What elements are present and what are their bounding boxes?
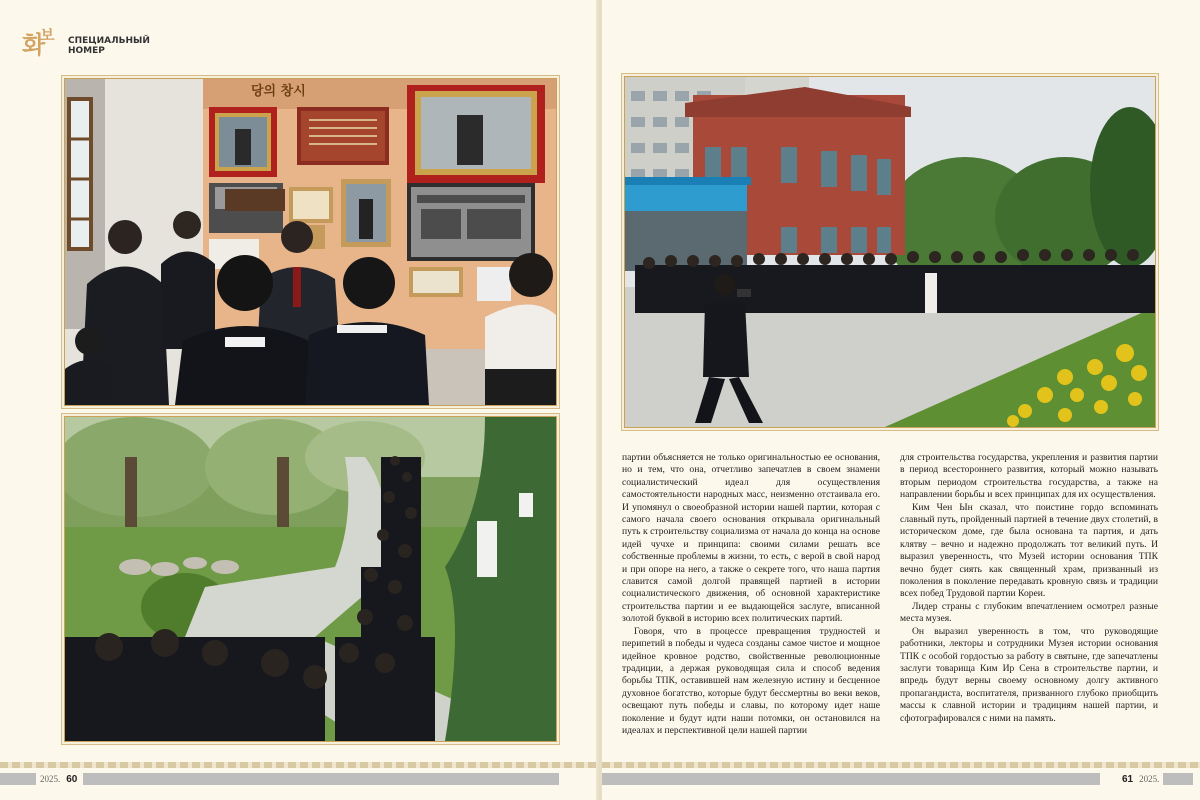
text-column-2 (900, 452, 1158, 725)
right-page (602, 0, 1200, 800)
logo-mark-char-1: 화 (22, 31, 46, 59)
folio-right (602, 772, 1193, 786)
footer-decor-left (0, 762, 598, 768)
paragraph: Он выразил уверенность в том, что руководящие работники, лекторы и сотрудники Музея истории основания ТПК с особой гордостью за работу в святыне, где запечатлены заслуги товарища Ким Ир Сена в строительстве партии, и впредь будут верны своему основному долгу активного пропагандиста, воспитателя, призванного глубоко приобщить массы к славной истории и традициям нашей партии, и сфотографировался с ними на память. (900, 625, 1158, 724)
left-page (0, 0, 598, 800)
folio-left-year: 2025. (40, 774, 61, 784)
paragraph: партии объясняется не только оригинальностью ее основания, но и тем, что она, отчетливо запечатлев в своем знамени социалистический идеал для осуществления самостоятельности народных масс, неизменно отстаивала его. И упомянул о своеобразной истории нашей партии, которая с самого начала своего основания открывала оригинальный путь к строительству социализма от начала до конца на основе идей чучхе и принципа: своими силами решать все собственные проблемы в жизни, то есть, с верой в свой народ и при опоре на него, а также о секрете того, что наша партия славится самой долгой правящей партией в истории социалистического движения, об основной характеристике строительства партии и ее выдающейся заслуге, вписанной золотой буквой в историю всех политических партий. (622, 452, 880, 625)
folio-right-year: 2025. (1139, 774, 1160, 784)
magazine-logo (22, 26, 150, 62)
page-number-right: 61 (1122, 773, 1134, 785)
text-column-1 (622, 452, 880, 737)
logo-text-line-1: СПЕЦИАЛЬНЫЙ (68, 36, 150, 46)
paragraph: Говоря, что в процессе превращения трудностей и перипетий в победы и чудеса созданы самое чистое и мощное идейное кровное родство, свойственные революционные традиции, а держая руководящая сила и способ ведения борьбы ТПК, оставившей нам железную истину и бесценное духовное богатство, которые будут бессмертны во веки веков, освещают путь победы и славы, по которому идет наше поколение и будут идти наши потомки, он остановился на идеалах и перспективной цели нашей партии (622, 625, 880, 736)
page-number-left: 60 (66, 773, 78, 785)
paragraph: Ким Чен Ын сказал, что поистине гордо вспоминать славный путь, пройденный партией в течение двух столетий, в историческом доме, где была основана та партия, и дать клятву – вечно и надежно продолжать тот великий путь. И выразил уверенность, что Музей истории основания ТПК вечно будет сиять как священный храм, призванный из поколения в поколение передавать кровную связь и традиции всех побед Трудовой партии Кореи. (900, 501, 1158, 600)
logo-text (68, 36, 150, 56)
photo-museum-interior (64, 78, 557, 406)
folio-left (0, 772, 559, 786)
logo-text-line-2: НОМЕР (68, 46, 105, 56)
photo-outdoor-procession (64, 416, 557, 742)
logo-mark (22, 26, 68, 62)
logo-mark-char-2: 보 (40, 26, 55, 44)
photo-sign-text: 당의 창시 (251, 84, 306, 99)
photo-building-exterior (624, 76, 1156, 428)
paragraph: для строительства государства, укрепления и развития партии в период всестороннего развития, который можно называть вторым периодом строительства государства, а также на направлении борьбы и всех принципах для их осуществления. (900, 452, 1158, 501)
footer-decor-right (602, 762, 1200, 768)
paragraph: Лидер страны с глубоким впечатлением осмотрел разные места музея. (900, 600, 1158, 625)
